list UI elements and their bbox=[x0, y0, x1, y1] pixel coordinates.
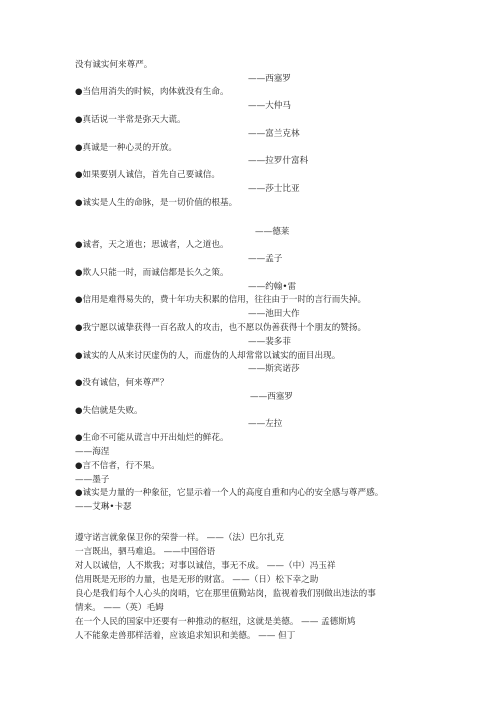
quote-author: ——艾琳•卡瑟 bbox=[75, 502, 132, 512]
paragraph-line: 良心是我们每个人心头的岗哨，它在那里值勤站岗，监视着我们别做出违法的事 bbox=[75, 589, 376, 599]
quote-author: ——拉罗什富科 bbox=[248, 156, 309, 166]
quote-author: ——大仲马 bbox=[248, 101, 291, 111]
quote-text: ●诚者，天之道也；思诚者，人之道也。 bbox=[75, 240, 229, 250]
paragraph-line: 信用既是无形的力量，也是无形的财富。 ——（日）松下幸之助 bbox=[75, 575, 319, 585]
quote-text: ●生命不可能从谎言中开出灿烂的鲜花。 bbox=[75, 433, 229, 443]
quote-author: ——西塞罗 bbox=[248, 74, 291, 84]
quote-text: ●真话说一半常是弥天大谎。 bbox=[75, 115, 186, 125]
quote-author: ——墨子 bbox=[75, 475, 110, 485]
quote-text: ●诚实是力量的一种象征，它显示着一个人的高度自重和内心的安全感与尊严感。 bbox=[75, 488, 384, 498]
quote-author: ——德莱 bbox=[255, 227, 290, 237]
quote-text: ●诚实是人生的命脉，是一切价值的根基。 bbox=[75, 198, 238, 208]
quote-text: ●如果要别人诚信，首先自己要诚信。 bbox=[75, 170, 220, 180]
quote-text: ●当信用消失的时候，肉体就没有生命。 bbox=[75, 87, 229, 97]
quote-text: ●欺人只能一时，而诚信都是长久之策。 bbox=[75, 268, 229, 278]
quote-author: ——西塞罗 bbox=[250, 392, 293, 402]
paragraph-line: 遵守诺言就象保卫你的荣誉一样。 ——（法）巴尔扎克 bbox=[75, 533, 284, 543]
paragraph-line: 对人以诚信，人不欺我；对事以诚信，事无不成。 ——（中）冯玉祥 bbox=[75, 561, 336, 571]
quote-author: ——约翰•雷 bbox=[248, 282, 297, 292]
quote-author: ——莎士比亚 bbox=[248, 184, 300, 194]
quote-author: ——富兰克林 bbox=[248, 129, 300, 139]
quote-text: ●言不信者，行不果。 bbox=[75, 461, 160, 471]
quote-author: ——裴多菲 bbox=[248, 337, 291, 347]
paragraph-line: 在一个人民的国家中还要有一种推动的枢纽，这就是美德。 —— 孟德斯鸠 bbox=[75, 617, 356, 627]
quote-author: ——池田大作 bbox=[248, 309, 300, 319]
quote-text: ●信用是难得易失的，费十年功夫积累的信用，往往由于一时的言行而失掉。 bbox=[75, 295, 367, 305]
quote-author: ——斯宾诺莎 bbox=[248, 364, 300, 374]
quote-text: ●真诚是一种心灵的开放。 bbox=[75, 143, 178, 153]
paragraph-line: 情来。 ——（英）毛姆 bbox=[75, 603, 164, 613]
quote-text: ●我宁愿以诚挚获得一百名敌人的攻击，也不愿以伪善获得十个朋友的赞扬。 bbox=[75, 323, 367, 333]
paragraph-line: 人不能象走兽那样活着，应该追求知识和美德。 —— 但丁 bbox=[75, 631, 296, 641]
quote-author: ——左拉 bbox=[248, 419, 283, 429]
quote-text: ●失信就是失败。 bbox=[75, 406, 143, 416]
paragraph-line: 一言既出，驷马难追。 ——中国俗语 bbox=[75, 547, 216, 557]
quote-author: ——海涅 bbox=[75, 447, 110, 457]
quote-text: ●没有诚信，何来尊严？ bbox=[75, 378, 169, 388]
quote-author: ——孟子 bbox=[248, 254, 283, 264]
quote-text: 没有诚实何来尊严。 bbox=[75, 60, 153, 70]
quote-text: ●诚实的人从来讨厌虚伪的人，而虚伪的人却常常以诚实的面目出现。 bbox=[75, 351, 341, 361]
